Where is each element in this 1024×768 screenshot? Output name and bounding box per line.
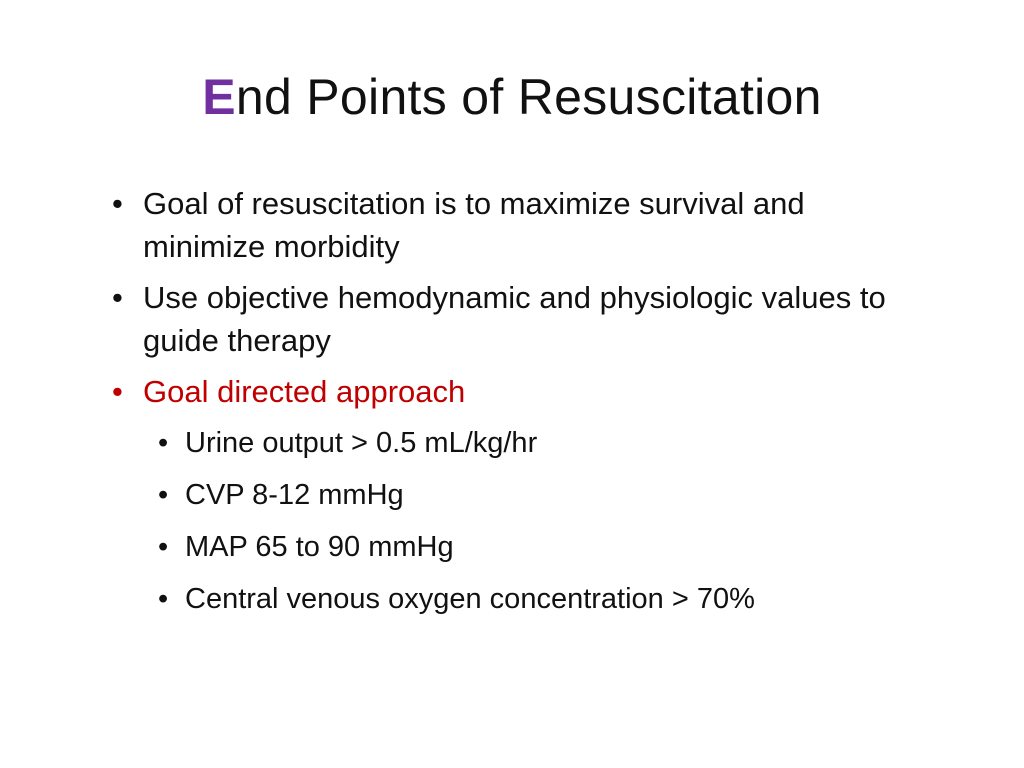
bullet-text: Goal of resuscitation is to maximize survival and minimize morbidity [143,186,805,264]
sub-bullet-item [158,421,932,465]
bullet-item-highlighted [112,370,932,621]
title-rest: nd Points of Resuscitation [235,69,822,125]
bullet-item [112,182,932,268]
sub-bullet-text: CVP 8-12 mmHg [185,479,404,511]
bullet-list [112,182,932,621]
bullet-item [112,276,932,362]
sub-bullet-text: Urine output > 0.5 mL/kg/hr [185,427,538,459]
sub-bullet-text: Central venous oxygen concentration > 70% [185,583,755,615]
sub-bullet-item [158,525,932,569]
slide-body [112,182,932,629]
bullet-text: Goal directed approach [143,374,466,409]
sub-bullet-text: MAP 65 to 90 mmHg [185,531,454,563]
sub-bullet-list [158,421,932,621]
slide-title [0,62,1024,132]
bullet-text: Use objective hemodynamic and physiologic values to guide therapy [143,280,886,358]
title-first-letter: E [202,69,236,125]
sub-bullet-item [158,577,932,621]
sub-bullet-item [158,473,932,517]
